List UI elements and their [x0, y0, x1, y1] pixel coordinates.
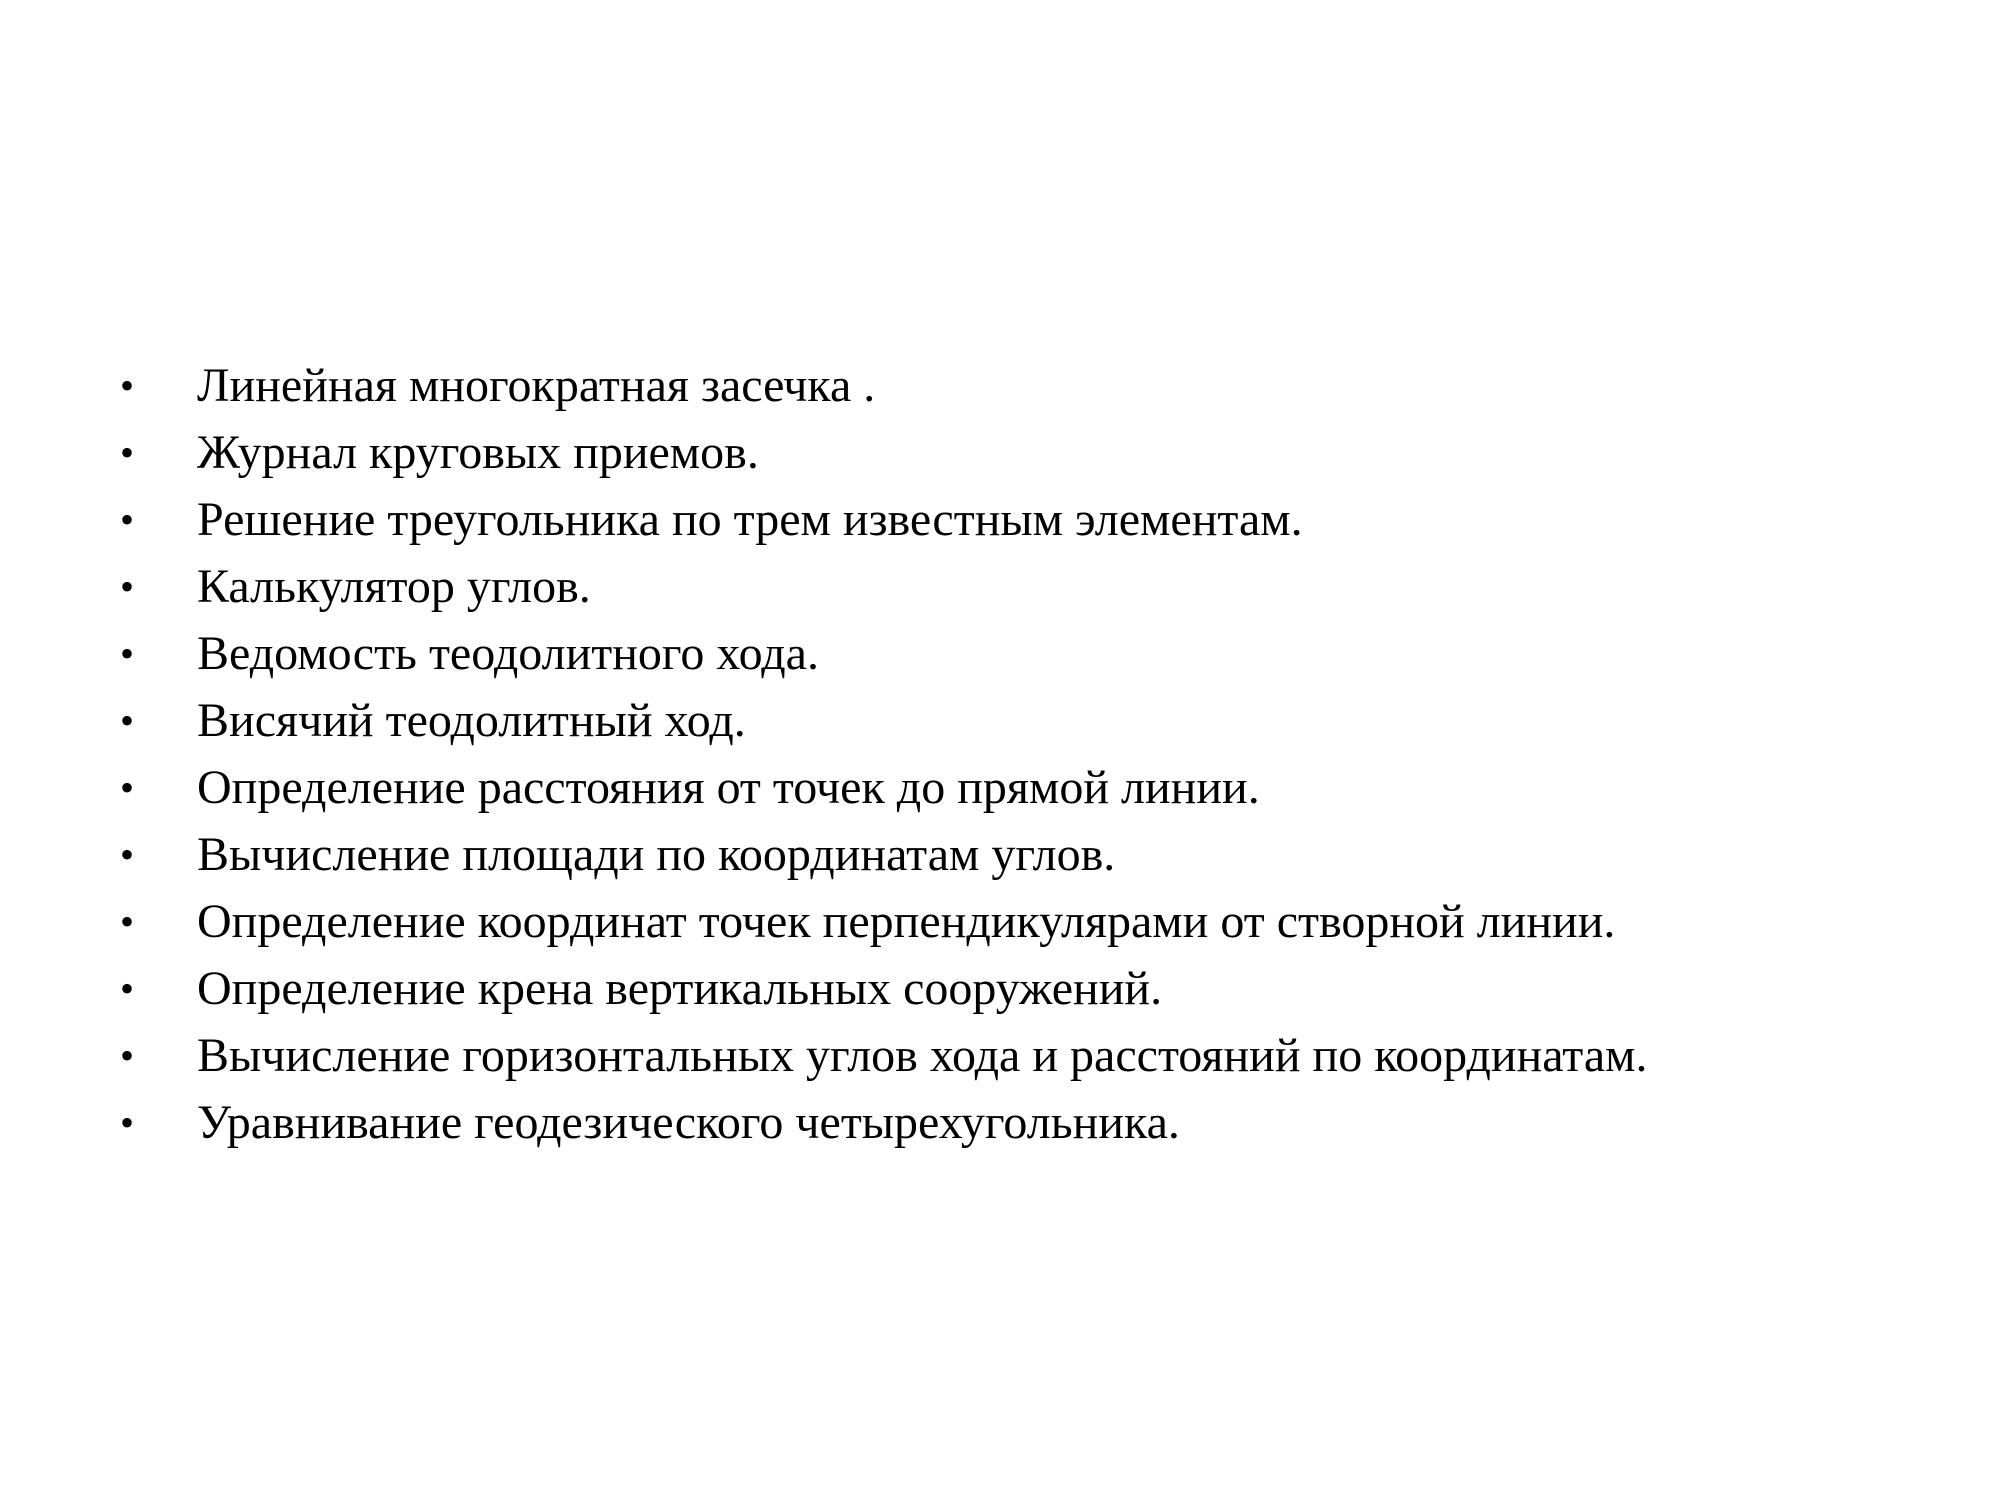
bullet-icon: •	[120, 966, 135, 1011]
list-item	[112, 821, 1972, 888]
list-item-text: Определение расстояния от точек до прямой линии.	[197, 761, 1260, 814]
list-item	[112, 419, 1972, 486]
bullet-icon: •	[120, 832, 135, 877]
bullet-icon: •	[120, 765, 135, 810]
list-item	[112, 888, 1972, 955]
list-item	[112, 1089, 1972, 1156]
bullet-icon: •	[120, 1033, 135, 1078]
list-item	[112, 687, 1972, 754]
list-item	[112, 955, 1972, 1022]
list-item-text: Ведомость теодолитного хода.	[197, 627, 819, 680]
list-item	[112, 1022, 1972, 1089]
list-item-text: Вычисление площади по координатам углов.	[197, 828, 1116, 881]
bullet-list	[112, 352, 1972, 1156]
bullet-icon: •	[120, 497, 135, 542]
list-item	[112, 620, 1972, 687]
list-item	[112, 486, 1972, 553]
bullet-icon: •	[120, 564, 135, 609]
bullet-icon: •	[120, 430, 135, 475]
list-item	[112, 553, 1972, 620]
list-item-text: Решение треугольника по трем известным элементам.	[197, 493, 1303, 546]
bullet-icon: •	[120, 698, 135, 743]
list-item-text: Вычисление горизонтальных углов хода и расстояний по координатам.	[197, 1029, 1648, 1082]
bullet-icon: •	[120, 1100, 135, 1145]
list-item-text: Линейная многократная засечка .	[197, 359, 876, 412]
bullet-icon: •	[120, 899, 135, 944]
list-item-text: Определение координат точек перпендикулярами от створной линии.	[197, 895, 1616, 948]
list-item	[112, 352, 1972, 419]
list-item-text: Калькулятор углов.	[197, 560, 591, 613]
list-item	[112, 754, 1972, 821]
list-item-text: Определение крена вертикальных сооружений.	[197, 962, 1163, 1015]
list-item-text: Уравнивание геодезического четырехугольника.	[197, 1096, 1180, 1149]
bullet-icon: •	[120, 363, 135, 408]
list-item-text: Журнал круговых приемов.	[197, 426, 759, 479]
bullet-icon: •	[120, 631, 135, 676]
list-item-text: Висячий теодолитный ход.	[197, 694, 746, 747]
